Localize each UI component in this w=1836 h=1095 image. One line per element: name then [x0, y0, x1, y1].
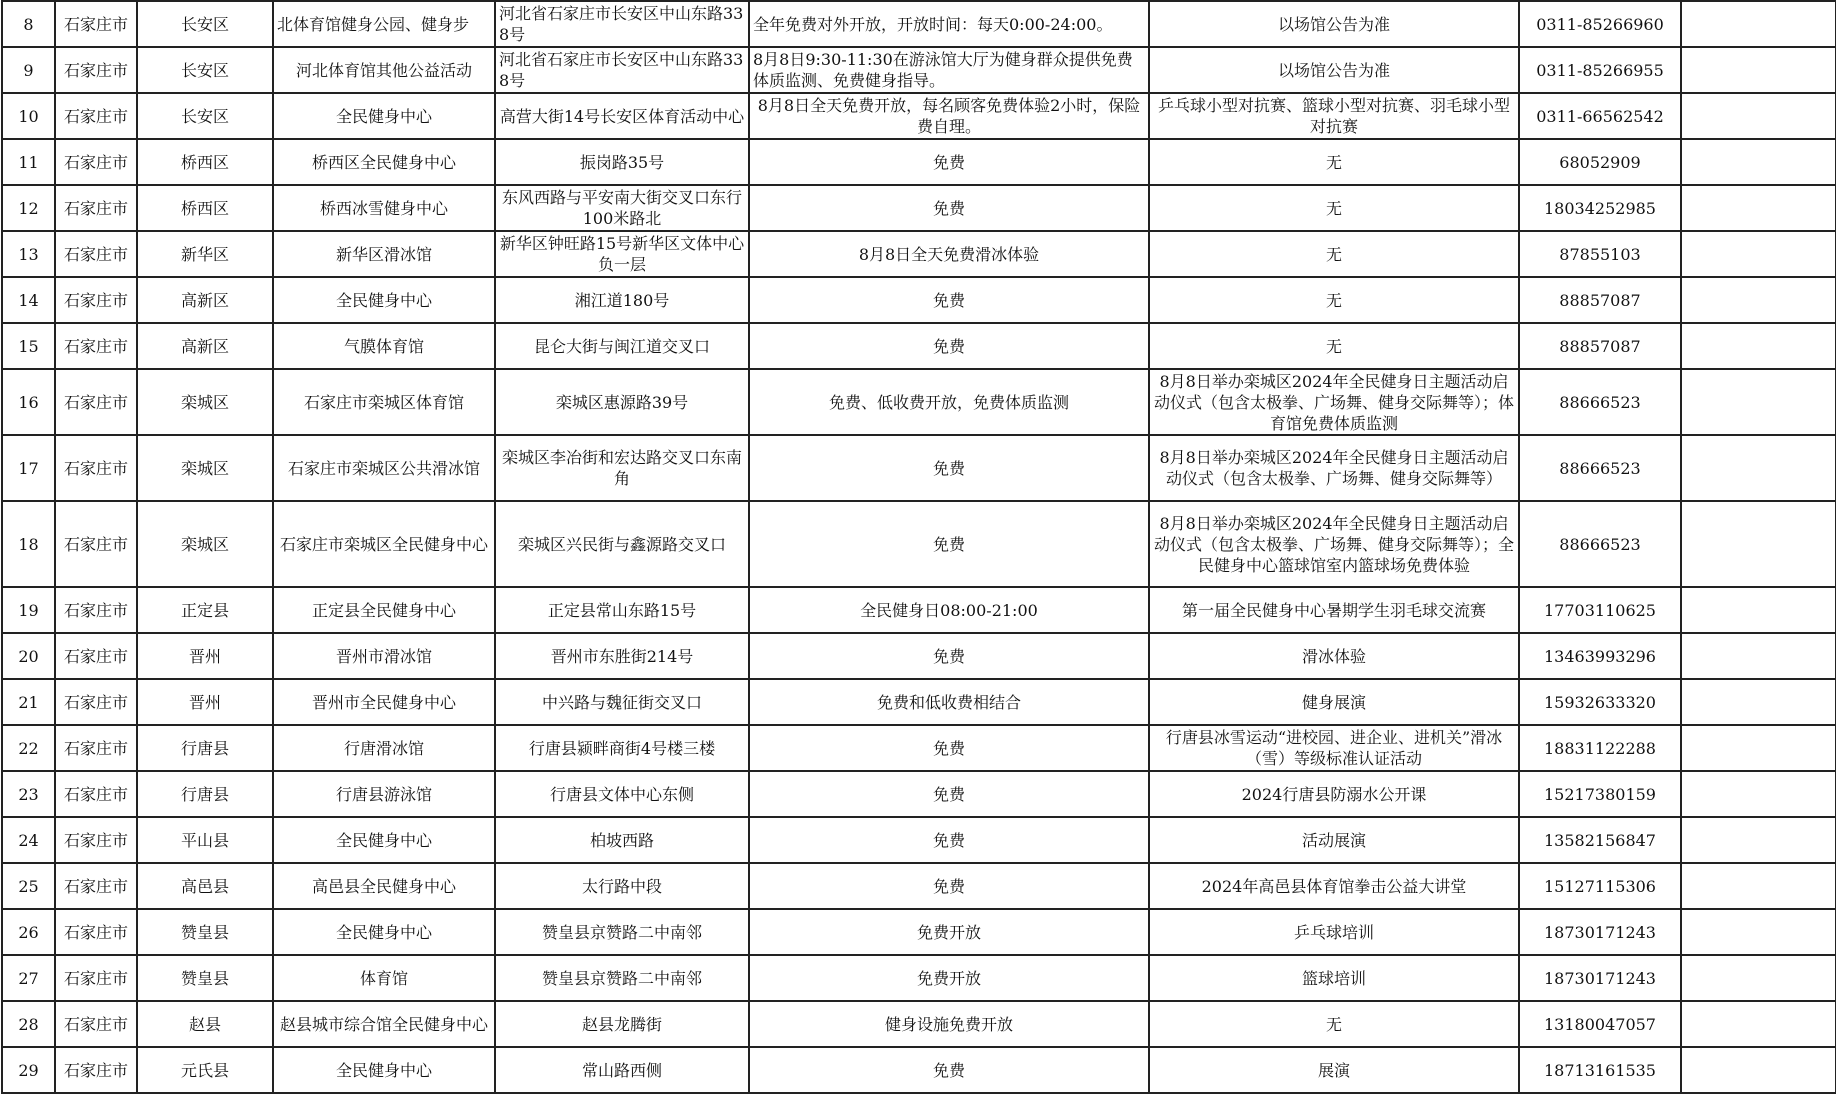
cell-address: 中兴路与魏征街交叉口	[495, 679, 749, 725]
cell-phone: 0311-85266960	[1519, 1, 1681, 47]
cell-no: 19	[2, 587, 55, 633]
cell-phone: 13180047057	[1519, 1001, 1681, 1047]
cell-district: 桥西区	[137, 185, 273, 231]
cell-no: 29	[2, 1047, 55, 1093]
cell-note	[1681, 277, 1836, 323]
cell-venue: 正定县全民健身中心	[273, 587, 495, 633]
cell-venue: 全民健身中心	[273, 277, 495, 323]
cell-phone: 15127115306	[1519, 863, 1681, 909]
cell-note	[1681, 139, 1836, 185]
cell-phone: 13582156847	[1519, 817, 1681, 863]
cell-city: 石家庄市	[55, 863, 137, 909]
table-row	[2, 771, 1836, 817]
cell-venue: 高邑县全民健身中心	[273, 863, 495, 909]
cell-policy: 免费	[749, 185, 1149, 231]
cell-policy: 免费	[749, 863, 1149, 909]
cell-no: 16	[2, 369, 55, 435]
cell-city: 石家庄市	[55, 323, 137, 369]
cell-address: 行唐县颍畔商街4号楼三楼	[495, 725, 749, 771]
cell-city: 石家庄市	[55, 185, 137, 231]
cell-district: 栾城区	[137, 435, 273, 501]
cell-address: 昆仑大街与闽江道交叉口	[495, 323, 749, 369]
cell-venue: 全民健身中心	[273, 93, 495, 139]
cell-address: 高营大街14号长安区体育活动中心	[495, 93, 749, 139]
cell-note	[1681, 817, 1836, 863]
cell-district: 长安区	[137, 1, 273, 47]
cell-district: 高新区	[137, 277, 273, 323]
cell-policy: 免费	[749, 725, 1149, 771]
cell-note	[1681, 1001, 1836, 1047]
cell-district: 栾城区	[137, 501, 273, 587]
cell-address: 河北省石家庄市长安区中山东路338号	[495, 47, 749, 93]
cell-district: 行唐县	[137, 725, 273, 771]
cell-address: 常山路西侧	[495, 1047, 749, 1093]
cell-address: 赞皇县京赞路二中南邻	[495, 955, 749, 1001]
cell-address: 新华区钟旺路15号新华区文体中心负一层	[495, 231, 749, 277]
cell-address: 赵县龙腾街	[495, 1001, 749, 1047]
cell-activity: 8月8日举办栾城区2024年全民健身日主题活动启动仪式（包含太极拳、广场舞、健身交际舞等）	[1149, 435, 1519, 501]
cell-note	[1681, 1, 1836, 47]
cell-note	[1681, 725, 1836, 771]
cell-venue: 气膜体育馆	[273, 323, 495, 369]
cell-policy: 免费、低收费开放，免费体质监测	[749, 369, 1149, 435]
cell-city: 石家庄市	[55, 955, 137, 1001]
cell-city: 石家庄市	[55, 1, 137, 47]
cell-no: 21	[2, 679, 55, 725]
cell-phone: 88857087	[1519, 277, 1681, 323]
cell-phone: 88666523	[1519, 369, 1681, 435]
cell-city: 石家庄市	[55, 369, 137, 435]
cell-activity: 8月8日举办栾城区2024年全民健身日主题活动启动仪式（包含太极拳、广场舞、健身交际舞等）；体育馆免费体质监测	[1149, 369, 1519, 435]
table-row	[2, 1, 1836, 47]
cell-district: 高新区	[137, 323, 273, 369]
cell-activity: 展演	[1149, 1047, 1519, 1093]
cell-district: 晋州	[137, 633, 273, 679]
cell-activity: 乒乓球小型对抗赛、篮球小型对抗赛、羽毛球小型对抗赛	[1149, 93, 1519, 139]
cell-district: 赵县	[137, 1001, 273, 1047]
cell-no: 24	[2, 817, 55, 863]
cell-phone: 18730171243	[1519, 909, 1681, 955]
cell-district: 元氏县	[137, 1047, 273, 1093]
cell-venue: 体育馆	[273, 955, 495, 1001]
cell-city: 石家庄市	[55, 231, 137, 277]
cell-city: 石家庄市	[55, 679, 137, 725]
cell-district: 赞皇县	[137, 909, 273, 955]
table-row	[2, 501, 1836, 587]
cell-activity: 2024行唐县防溺水公开课	[1149, 771, 1519, 817]
cell-activity: 无	[1149, 323, 1519, 369]
cell-note	[1681, 1047, 1836, 1093]
cell-address: 东风西路与平安南大街交叉口东行100米路北	[495, 185, 749, 231]
cell-phone: 15932633320	[1519, 679, 1681, 725]
cell-no: 25	[2, 863, 55, 909]
cell-venue: 河北体育馆其他公益活动	[273, 47, 495, 93]
table-row	[2, 1001, 1836, 1047]
cell-venue: 晋州市滑冰馆	[273, 633, 495, 679]
cell-policy: 免费	[749, 323, 1149, 369]
cell-activity: 8月8日举办栾城区2024年全民健身日主题活动启动仪式（包含太极拳、广场舞、健身交际舞等）；全民健身中心篮球馆室内篮球场免费体验	[1149, 501, 1519, 587]
cell-no: 23	[2, 771, 55, 817]
cell-phone: 88666523	[1519, 501, 1681, 587]
table-row	[2, 139, 1836, 185]
cell-phone: 18831122288	[1519, 725, 1681, 771]
cell-activity: 以场馆公告为准	[1149, 47, 1519, 93]
cell-city: 石家庄市	[55, 909, 137, 955]
cell-no: 13	[2, 231, 55, 277]
table-row	[2, 1047, 1836, 1093]
cell-venue: 北体育馆健身公园、健身步	[273, 1, 495, 47]
cell-no: 12	[2, 185, 55, 231]
cell-venue: 新华区滑冰馆	[273, 231, 495, 277]
cell-venue: 晋州市全民健身中心	[273, 679, 495, 725]
cell-no: 9	[2, 47, 55, 93]
cell-policy: 8月8日全天免费开放，每名顾客免费体验2小时，保险费自理。	[749, 93, 1149, 139]
table-row	[2, 435, 1836, 501]
cell-phone: 18713161535	[1519, 1047, 1681, 1093]
cell-activity: 2024年高邑县体育馆拳击公益大讲堂	[1149, 863, 1519, 909]
cell-address: 湘江道180号	[495, 277, 749, 323]
cell-district: 高邑县	[137, 863, 273, 909]
cell-venue: 石家庄市栾城区体育馆	[273, 369, 495, 435]
cell-district: 赞皇县	[137, 955, 273, 1001]
cell-phone: 68052909	[1519, 139, 1681, 185]
cell-phone: 15217380159	[1519, 771, 1681, 817]
table-row	[2, 231, 1836, 277]
cell-no: 22	[2, 725, 55, 771]
cell-activity: 无	[1149, 1001, 1519, 1047]
cell-note	[1681, 771, 1836, 817]
cell-phone: 88857087	[1519, 323, 1681, 369]
cell-policy: 免费	[749, 139, 1149, 185]
cell-district: 正定县	[137, 587, 273, 633]
cell-city: 石家庄市	[55, 435, 137, 501]
cell-city: 石家庄市	[55, 139, 137, 185]
cell-activity: 以场馆公告为准	[1149, 1, 1519, 47]
cell-note	[1681, 231, 1836, 277]
cell-venue: 石家庄市栾城区公共滑冰馆	[273, 435, 495, 501]
cell-city: 石家庄市	[55, 1001, 137, 1047]
cell-activity: 活动展演	[1149, 817, 1519, 863]
cell-policy: 免费和低收费相结合	[749, 679, 1149, 725]
cell-district: 行唐县	[137, 771, 273, 817]
table-row	[2, 725, 1836, 771]
cell-phone: 18730171243	[1519, 955, 1681, 1001]
cell-address: 行唐县文体中心东侧	[495, 771, 749, 817]
cell-no: 28	[2, 1001, 55, 1047]
cell-venue: 行唐滑冰馆	[273, 725, 495, 771]
cell-venue: 桥西冰雪健身中心	[273, 185, 495, 231]
cell-no: 11	[2, 139, 55, 185]
cell-city: 石家庄市	[55, 725, 137, 771]
cell-note	[1681, 47, 1836, 93]
cell-phone: 13463993296	[1519, 633, 1681, 679]
cell-no: 26	[2, 909, 55, 955]
cell-address: 栾城区李冶街和宏达路交叉口东南角	[495, 435, 749, 501]
cell-city: 石家庄市	[55, 1047, 137, 1093]
cell-venue: 全民健身中心	[273, 817, 495, 863]
cell-activity: 无	[1149, 185, 1519, 231]
cell-address: 河北省石家庄市长安区中山东路338号	[495, 1, 749, 47]
cell-no: 10	[2, 93, 55, 139]
cell-address: 振岗路35号	[495, 139, 749, 185]
table-row	[2, 679, 1836, 725]
cell-policy: 免费	[749, 435, 1149, 501]
cell-activity: 篮球培训	[1149, 955, 1519, 1001]
cell-city: 石家庄市	[55, 277, 137, 323]
cell-note	[1681, 435, 1836, 501]
cell-no: 17	[2, 435, 55, 501]
cell-policy: 免费	[749, 817, 1149, 863]
cell-address: 栾城区兴民街与鑫源路交叉口	[495, 501, 749, 587]
cell-city: 石家庄市	[55, 93, 137, 139]
cell-city: 石家庄市	[55, 817, 137, 863]
cell-no: 27	[2, 955, 55, 1001]
table-row	[2, 633, 1836, 679]
cell-address: 赞皇县京赞路二中南邻	[495, 909, 749, 955]
cell-venue: 行唐县游泳馆	[273, 771, 495, 817]
cell-note	[1681, 863, 1836, 909]
cell-venue: 赵县城市综合馆全民健身中心	[273, 1001, 495, 1047]
cell-policy: 健身设施免费开放	[749, 1001, 1149, 1047]
table-row	[2, 93, 1836, 139]
table-row	[2, 817, 1836, 863]
cell-phone: 87855103	[1519, 231, 1681, 277]
cell-policy: 免费	[749, 501, 1149, 587]
cell-policy: 免费	[749, 1047, 1149, 1093]
cell-note	[1681, 955, 1836, 1001]
cell-phone: 0311-66562542	[1519, 93, 1681, 139]
cell-note	[1681, 501, 1836, 587]
cell-phone: 0311-85266955	[1519, 47, 1681, 93]
cell-no: 8	[2, 1, 55, 47]
cell-no: 15	[2, 323, 55, 369]
cell-note	[1681, 909, 1836, 955]
cell-city: 石家庄市	[55, 47, 137, 93]
cell-district: 平山县	[137, 817, 273, 863]
cell-note	[1681, 323, 1836, 369]
cell-activity: 健身展演	[1149, 679, 1519, 725]
cell-note	[1681, 93, 1836, 139]
table-row	[2, 185, 1836, 231]
cell-note	[1681, 185, 1836, 231]
cell-address: 栾城区惠源路39号	[495, 369, 749, 435]
cell-venue: 桥西区全民健身中心	[273, 139, 495, 185]
cell-note	[1681, 369, 1836, 435]
cell-activity: 第一届全民健身中心暑期学生羽毛球交流赛	[1149, 587, 1519, 633]
cell-activity: 乒乓球培训	[1149, 909, 1519, 955]
cell-activity: 行唐县冰雪运动“进校园、进企业、进机关”滑冰（雪）等级标准认证活动	[1149, 725, 1519, 771]
cell-district: 新华区	[137, 231, 273, 277]
cell-phone: 17703110625	[1519, 587, 1681, 633]
cell-no: 18	[2, 501, 55, 587]
cell-city: 石家庄市	[55, 633, 137, 679]
cell-policy: 全民健身日08:00-21:00	[749, 587, 1149, 633]
cell-phone: 18034252985	[1519, 185, 1681, 231]
table-row	[2, 909, 1836, 955]
cell-address: 太行路中段	[495, 863, 749, 909]
cell-activity: 无	[1149, 139, 1519, 185]
cell-policy: 免费	[749, 771, 1149, 817]
venue-table	[1, 0, 1836, 1094]
cell-venue: 全民健身中心	[273, 1047, 495, 1093]
cell-district: 晋州	[137, 679, 273, 725]
cell-district: 长安区	[137, 47, 273, 93]
cell-no: 14	[2, 277, 55, 323]
cell-no: 20	[2, 633, 55, 679]
cell-policy: 8月8日9:30-11:30在游泳馆大厅为健身群众提供免费体质监测、免费健身指导。	[749, 47, 1149, 93]
cell-policy: 免费	[749, 277, 1149, 323]
cell-note	[1681, 633, 1836, 679]
cell-policy: 免费开放	[749, 909, 1149, 955]
cell-city: 石家庄市	[55, 771, 137, 817]
cell-policy: 免费	[749, 633, 1149, 679]
cell-city: 石家庄市	[55, 587, 137, 633]
cell-policy: 8月8日全天免费滑冰体验	[749, 231, 1149, 277]
cell-district: 栾城区	[137, 369, 273, 435]
cell-address: 正定县常山东路15号	[495, 587, 749, 633]
table-row	[2, 277, 1836, 323]
cell-activity: 无	[1149, 277, 1519, 323]
table-row	[2, 369, 1836, 435]
cell-district: 桥西区	[137, 139, 273, 185]
cell-phone: 88666523	[1519, 435, 1681, 501]
cell-venue: 全民健身中心	[273, 909, 495, 955]
cell-activity: 滑冰体验	[1149, 633, 1519, 679]
cell-address: 柏坡西路	[495, 817, 749, 863]
cell-venue: 石家庄市栾城区全民健身中心	[273, 501, 495, 587]
cell-activity: 无	[1149, 231, 1519, 277]
cell-note	[1681, 679, 1836, 725]
table-row	[2, 47, 1836, 93]
table-row	[2, 587, 1836, 633]
cell-policy: 全年免费对外开放，开放时间：每天0:00-24:00。	[749, 1, 1149, 47]
table-row	[2, 323, 1836, 369]
cell-policy: 免费开放	[749, 955, 1149, 1001]
cell-district: 长安区	[137, 93, 273, 139]
cell-address: 晋州市东胜街214号	[495, 633, 749, 679]
table-row	[2, 955, 1836, 1001]
cell-note	[1681, 587, 1836, 633]
table-row	[2, 863, 1836, 909]
cell-city: 石家庄市	[55, 501, 137, 587]
